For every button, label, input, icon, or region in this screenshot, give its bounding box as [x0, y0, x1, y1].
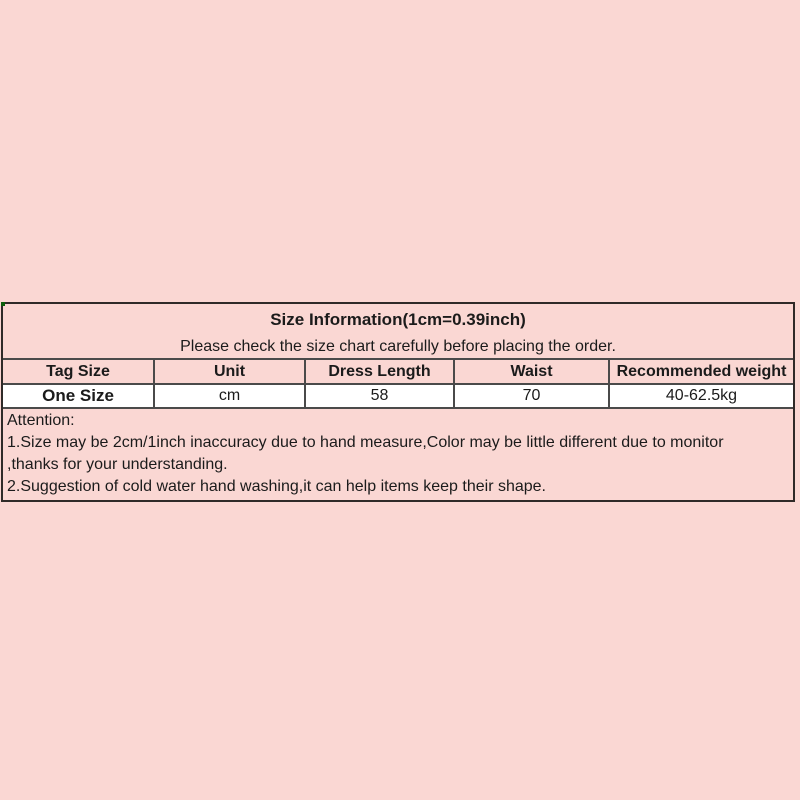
attention-section: [3, 407, 793, 500]
size-chart-table: [1, 302, 795, 502]
attention-line-1: 1.Size may be 2cm/1inch inaccuracy due to hand measure,Color may be little different due to monitor: [7, 434, 724, 451]
column-header-waist: Waist: [453, 360, 608, 383]
cell-tag-size: One Size: [42, 386, 114, 405]
table-row: [3, 383, 793, 407]
attention-line-3: 2.Suggestion of cold water hand washing,it can help items keep their shape.: [7, 478, 546, 495]
cell-dress-length: 58: [304, 385, 453, 407]
column-header-recommended-weight: Recommended weight: [608, 360, 793, 383]
cell-recommended-weight: 40-62.5kg: [608, 385, 793, 407]
table-header-row: [3, 358, 793, 383]
column-header-unit: Unit: [153, 360, 304, 383]
column-header-dress-length: Dress Length: [304, 360, 453, 383]
cell-unit: cm: [153, 385, 304, 407]
cell-waist: 70: [453, 385, 608, 407]
table-title: Size Information(1cm=0.39inch): [270, 310, 526, 329]
table-subtitle: Please check the size chart carefully before placing the order.: [180, 338, 616, 355]
corner-artifact: [1, 302, 5, 306]
column-header-tag-size: Tag Size: [46, 362, 110, 380]
attention-line-2: ,thanks for your understanding.: [7, 456, 228, 473]
attention-heading: Attention:: [7, 412, 75, 429]
